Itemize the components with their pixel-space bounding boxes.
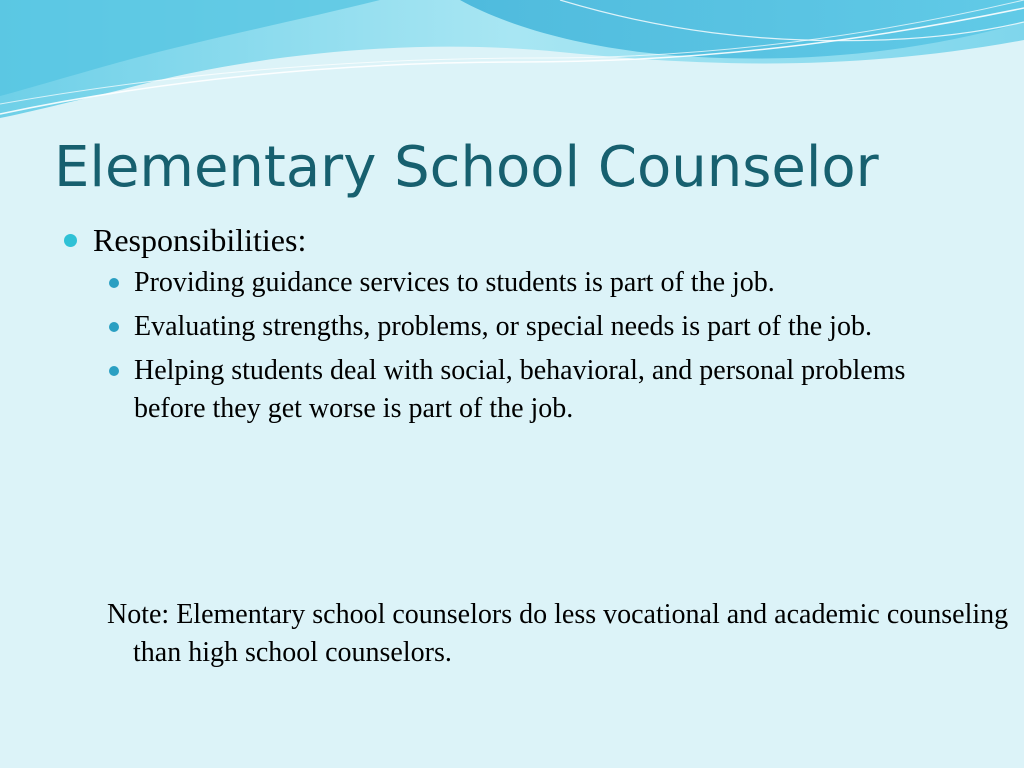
bullet-dot-icon [64,234,77,247]
list-item [64,264,974,302]
slide-body [64,218,974,434]
bullet-responsibilities [64,218,974,262]
list-item-text: Evaluating strengths, problems, or special needs is part of the job. [134,311,872,342]
bullet-dot-icon [109,278,119,288]
list-item [64,308,974,346]
slide-title: Elementary School Counselor [54,135,879,200]
wave-header-decoration [0,0,1024,130]
list-item-text: Providing guidance services to students is part of the job. [134,267,775,298]
list-item-text: Helping students deal with social, behavioral, and personal problems before they get worse is part of the job. [134,355,906,424]
bullet-heading-text: Responsibilities: [93,222,307,258]
slide-note: Note: Elementary school counselors do less vocational and academic counseling than high school counselors. [107,599,1009,668]
responsibilities-list [64,264,974,428]
list-item [64,352,974,428]
bullet-dot-icon [109,366,119,376]
bullet-dot-icon [109,322,119,332]
